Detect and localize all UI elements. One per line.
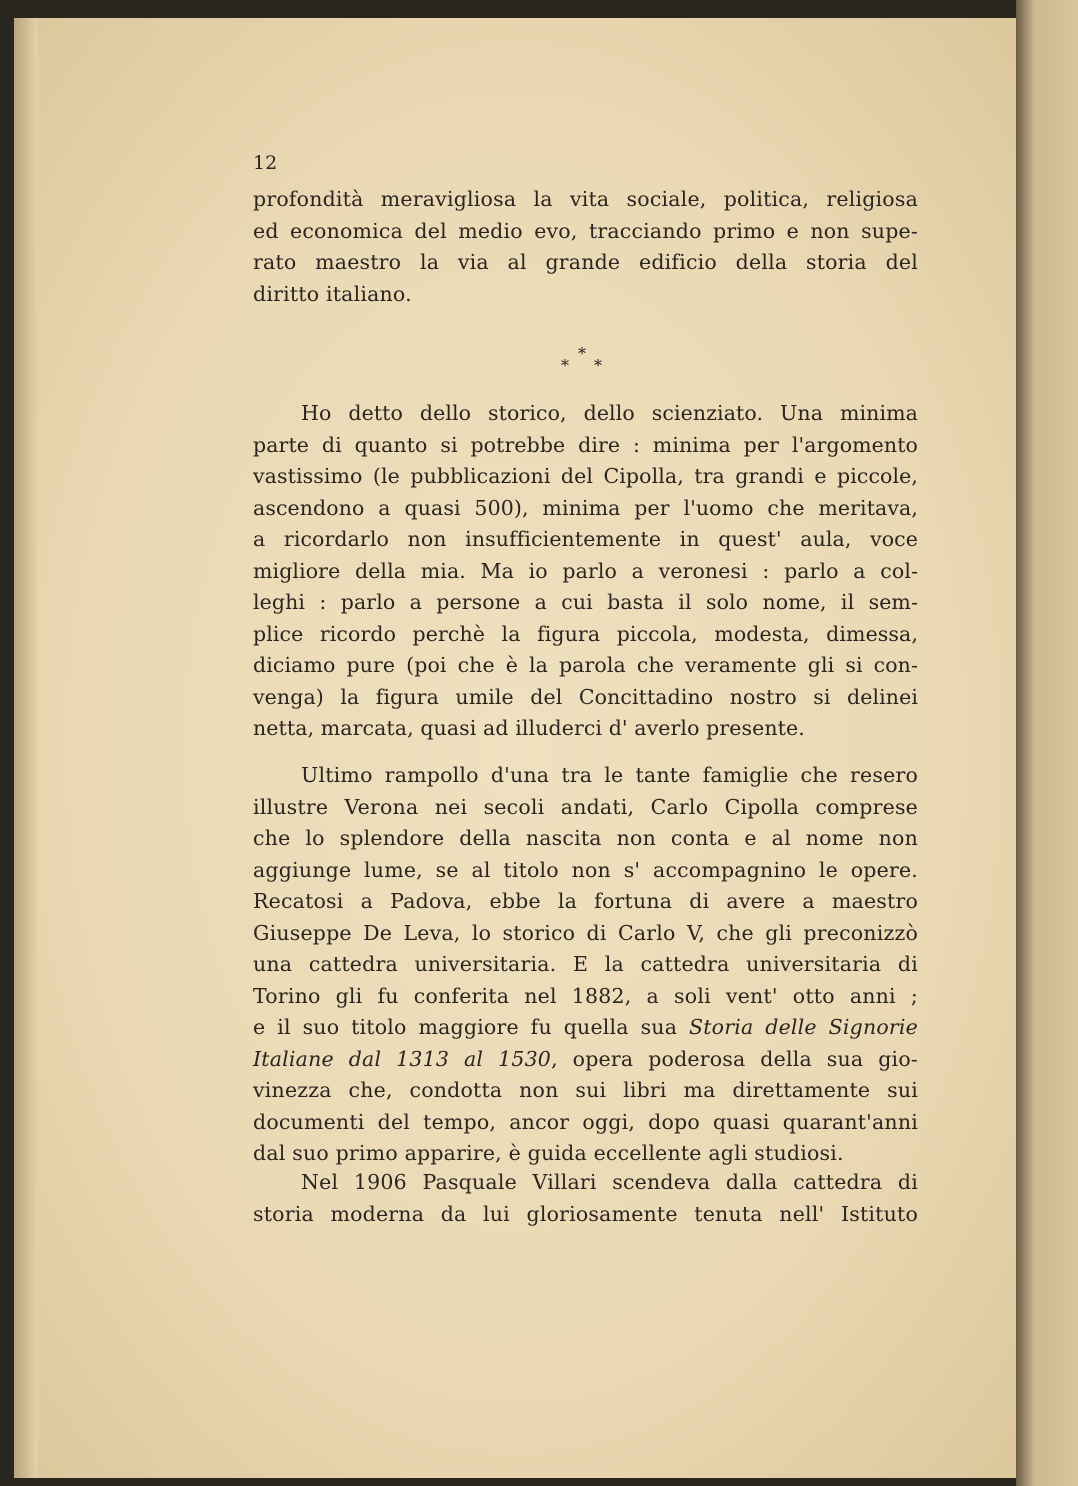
text-span: , opera poderosa della sua gio-	[551, 1046, 918, 1071]
text-line: Torino gli fu conferita nel 1882, a soli vent' otto anni ;	[253, 983, 918, 1008]
text-line: storia moderna da lui gloriosamente tenuta nell' Istituto	[253, 1201, 918, 1226]
text-line: ed economica del medio evo, tracciando primo e non supe-	[253, 218, 918, 243]
text-line	[253, 1012, 918, 1044]
book-title-italic: Italiane dal 1313 al 1530	[253, 1046, 552, 1071]
page-number: 12	[253, 152, 278, 174]
asterism-right: *	[594, 356, 602, 375]
paragraph-3	[253, 760, 918, 1170]
paragraph-4	[253, 1167, 918, 1230]
text-line	[253, 1044, 918, 1076]
text-line: migliore della mia. Ma io parlo a veronesi : parlo a col-	[253, 558, 918, 583]
text-line: Ultimo rampollo d'una tra le tante famiglie che resero	[301, 763, 918, 787]
scan-top-border	[0, 0, 1078, 20]
text-line: venga) la figura umile del Concittadino nostro si delinei	[253, 684, 918, 709]
page-gutter-shadow	[14, 18, 38, 1478]
text-line: diciamo pure (poi che è la parola che veramente gli si con-	[253, 653, 918, 677]
paragraph-1	[253, 184, 918, 310]
text-line: a ricordarlo non insufficientemente in quest' aula, voce	[253, 527, 918, 551]
text-line: aggiunge lume, se al titolo non s' accompagnino le opere.	[253, 857, 918, 882]
text-line: leghi : parlo a persone a cui basta il solo nome, il sem-	[253, 590, 918, 614]
asterism-left: *	[561, 356, 569, 375]
text-line: dal suo primo apparire, è guida eccellente agli studiosi.	[253, 1141, 844, 1165]
text-line: illustre Verona nei secoli andati, Carlo Cipolla comprese	[253, 794, 918, 819]
text-line: vastissimo (le pubblicazioni del Cipolla, tra grandi e piccole,	[253, 464, 918, 488]
text-line: Nel 1906 Pasquale Villari scendeva dalla cattedra di	[301, 1170, 918, 1194]
text-line: documenti del tempo, ancor oggi, dopo quasi quarant'anni	[253, 1109, 918, 1134]
text-line: profondità meravigliosa la vita sociale, politica, religiosa	[253, 187, 918, 211]
text-line: Giuseppe De Leva, lo storico di Carlo V, che gli preconizzò	[253, 920, 918, 945]
text-line: ascendono a quasi 500), minima per l'uomo che meritava,	[253, 495, 918, 520]
text-line: Ho detto dello storico, dello scienziato. Una minima	[301, 401, 918, 425]
adjacent-page-edge	[1016, 0, 1078, 1486]
text-line: vinezza che, condotta non sui libri ma direttamente sui	[253, 1078, 918, 1102]
text-line: diritto italiano.	[253, 281, 412, 306]
paragraph-2	[253, 398, 918, 745]
text-line: parte di quanto si potrebbe dire : minima per l'argomento	[253, 432, 918, 457]
text-line: plice ricordo perchè la figura piccola, modesta, dimessa,	[253, 621, 918, 646]
text-line: una cattedra universitaria. E la cattedra universitaria di	[253, 952, 918, 976]
text-line: netta, marcata, quasi ad illuderci d' averlo presente.	[253, 716, 805, 740]
text-span: e il suo titolo maggiore fu quella sua	[253, 1015, 689, 1039]
text-line: che lo splendore della nascita non conta e al nome non	[253, 826, 918, 850]
text-line: Recatosi a Padova, ebbe la fortuna di avere a maestro	[253, 889, 918, 913]
text-line: rato maestro la via al grande edificio della storia del	[253, 250, 918, 274]
book-title-italic: Storia delle Signorie	[689, 1015, 918, 1039]
asterism-top: *	[578, 344, 586, 363]
